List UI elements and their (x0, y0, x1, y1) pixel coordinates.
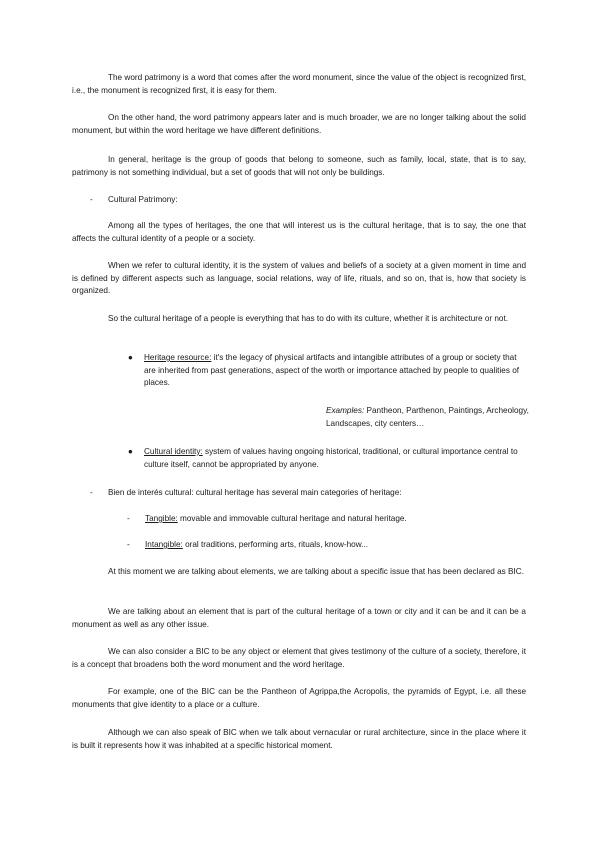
list-dash: - (127, 540, 130, 549)
term-tangible: Tangible: (145, 514, 178, 523)
paragraph-cultural-identity: When we refer to cultural identity, it is the system of values and beliefs of a society at a given moment in time and is defined by different aspects such as language, social relations, way of life, rituals, and so on, that is, how that society is organized. (72, 261, 526, 296)
examples-block (326, 405, 536, 430)
bullet-cultural-identity (144, 446, 526, 471)
heading-cultural-patrimony: Cultural Patrimony: (108, 195, 178, 204)
term-intangible: Intangible: (145, 540, 183, 549)
paragraph-heritage-of-people: So the cultural heritage of a people is everything that has to do with its culture, whether it is architecture or not. (108, 314, 509, 323)
bic-description: : cultural heritage has several main categories of heritage: (191, 488, 402, 497)
list-dash: - (90, 195, 93, 204)
bullet-marker: ● (128, 447, 133, 456)
paragraph-heritage-definition: In general, heritage is the group of goods that belong to someone, such as family, local, state, that is to say, patrimony is not something individual, but a set of goods that will not only be buildings. (72, 155, 526, 177)
term-heritage-resource: Heritage resource: (144, 353, 212, 362)
paragraph-patrimony-broader: On the other hand, the word patrimony appears later and is much broader, we are no longer talking about the solid monument, but within the word heritage we have different definitions. (72, 113, 526, 135)
paragraph-bic-testimony: We can also consider a BIC to be any object or element that gives testimony of the culture of a society, therefore, it is a concept that broadens both the word monument and the word heritage. (72, 647, 526, 669)
paragraph-vernacular-architecture: Although we can also speak of BIC when we talk about vernacular or rural architecture, since in the place where it is built it represents how it was inhabited at a specific historical moment. (72, 728, 526, 750)
term-cultural-identity: Cultural identity: (144, 447, 203, 456)
heritage-resource-definition: it's the legacy of physical artifacts and intangible attributes of a group or society that are inherited from past generations, aspect of the worth or importance attached by people to qualities of places. (144, 353, 520, 388)
list-dash: - (127, 514, 130, 523)
examples-label: Examples: (326, 406, 365, 415)
paragraph-cultural-heritage: Among all the types of heritages, the one that will interest us is the cultural heritage, that is to say, the one that affects the cultural identity of a people or a society. (72, 221, 526, 243)
subitem-intangible (145, 539, 526, 552)
bullet-marker: ● (128, 353, 133, 362)
heading-bic (108, 487, 526, 500)
paragraph-bic-town-city: We are talking about an element that is part of the cultural heritage of a town or city and it can be and it can be a monument as well as any other issue. (72, 607, 526, 629)
paragraph-patrimony-monument: The word patrimony is a word that comes after the word monument, since the value of the object is recognized first, i.e., the monument is recognized first, it is easy for them. (72, 73, 526, 95)
intangible-definition: oral traditions, performing arts, rituals, know-how... (182, 540, 368, 549)
tangible-definition: movable and immovable cultural heritage and natural heritage. (177, 514, 407, 523)
bullet-heritage-resource (144, 352, 526, 390)
examples-list: Pantheon, Parthenon, Paintings, Archeology, Landscapes, city centers… (326, 406, 529, 428)
subitem-tangible (145, 513, 526, 526)
bic-label: Bien de interés cultural (108, 488, 192, 497)
list-dash: - (90, 488, 93, 497)
cultural-identity-definition: system of values having ongoing historical, traditional, or cultural importance central to culture itself, cannot be appropriated by anyone. (144, 447, 518, 469)
paragraph-bic-elements: At this moment we are talking about elements, we are talking about a specific issue that has been declared as BIC. (108, 567, 524, 576)
paragraph-bic-examples: For example, one of the BIC can be the Pantheon of Agrippa,the Acropolis, the pyramids of Egypt, i.e. all these monuments that give identity to a place or a culture. (72, 687, 526, 709)
